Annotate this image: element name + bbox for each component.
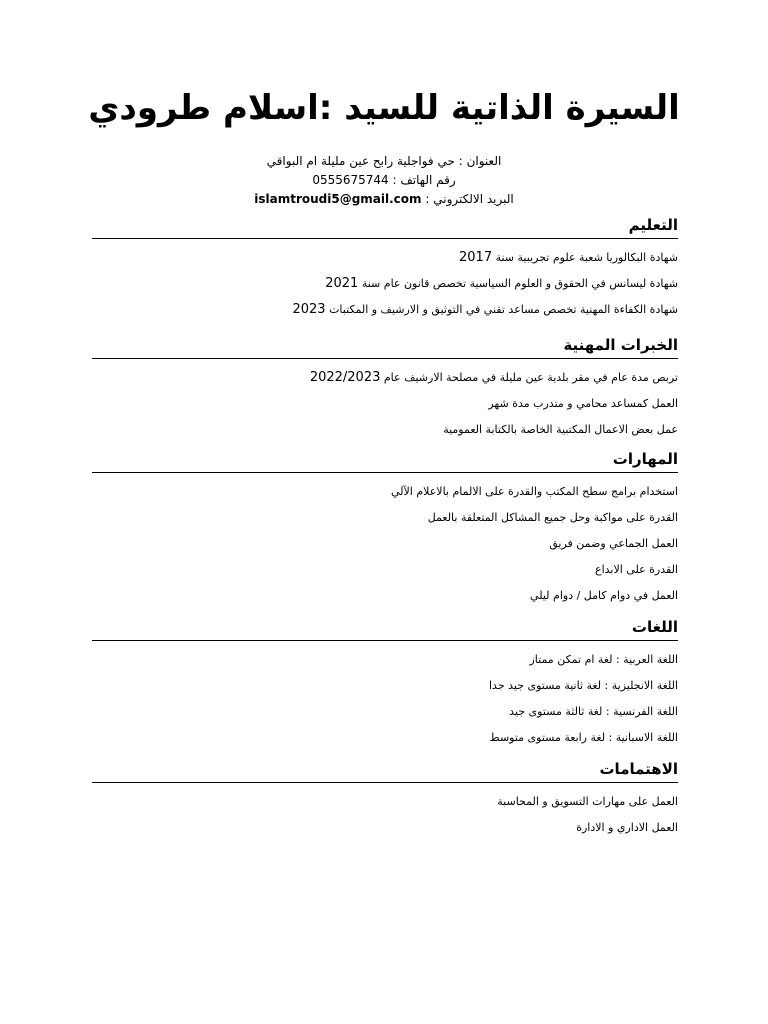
list-item: [92, 365, 678, 391]
item-year: 2023: [292, 302, 326, 317]
item-text: شهادة الكفاءة المهنية تخصص مساعد تقني في التوثيق و الارشيف و المكتبات: [329, 303, 678, 316]
contact-block: [0, 152, 768, 209]
item-text: عمل بعض الاعمال المكتبية الخاصة بالكتابة العمومية: [443, 423, 678, 436]
interests-section: [92, 758, 678, 841]
education-heading: التعليم: [92, 214, 678, 239]
list-item: القدرة على مواكبة وحل جميع المشاكل المتعلقة بالعمل: [427, 511, 678, 524]
list-item: [92, 245, 678, 271]
list-item: [92, 297, 678, 323]
list-item: [92, 271, 678, 297]
list-item: اللغة الفرنسية : لغة ثالثة مستوى جيد: [509, 705, 678, 718]
email-label: البريد الالكتروني :: [425, 192, 514, 206]
phone-line: [0, 171, 768, 190]
list-item: [92, 391, 678, 417]
item-text: تربص مدة عام في مقر بلدية عين مليلة في مصلحة الارشيف عام: [383, 371, 678, 384]
interests-heading: الاهتمامات: [92, 758, 678, 783]
email-line: [0, 190, 768, 209]
education-section: [92, 214, 678, 323]
item-year: 2017: [459, 250, 493, 265]
list-item: العمل في دوام كامل / دوام ليلي: [530, 589, 678, 602]
languages-heading: اللغات: [92, 616, 678, 641]
list-item: استخدام برامج سطح المكتب والقدرة على الالمام بالاعلام الآلي: [391, 485, 678, 498]
list-item: اللغة الاسبانية : لغة رابعة مستوى متوسط: [489, 731, 678, 744]
item-year: 2021: [325, 276, 359, 291]
skills-heading: المهارات: [92, 448, 678, 473]
address-line: العنوان : حي فواجلية رابح عين مليلة ام البواقي: [266, 154, 502, 168]
item-text: شهادة البكالوريا شعبة علوم تجريبية سنة: [495, 251, 678, 264]
list-item: اللغة العربية : لغة ام تمكن ممتاز: [529, 653, 678, 666]
item-text: العمل كمساعد محامي و متدرب مدة شهر: [488, 397, 678, 410]
phone-label: رقم الهاتف :: [392, 173, 456, 187]
list-item: القدرة على الابداع: [595, 563, 678, 576]
item-year: 2022/2023: [309, 370, 381, 385]
experience-section: [92, 334, 678, 443]
list-item: العمل على مهارات التسويق و المحاسبة: [497, 795, 678, 808]
languages-section: [92, 616, 678, 751]
skills-section: [92, 448, 678, 609]
email-address: islamtroudi5@gmail.com: [254, 192, 422, 206]
experience-heading: الخبرات المهنية: [92, 334, 678, 359]
list-item: اللغة الانجليزية : لغة ثانية مستوى جيد جدا: [488, 679, 678, 692]
phone-number: 0555675744: [312, 173, 389, 187]
list-item: العمل الجماعي وضمن فريق: [549, 537, 678, 550]
list-item: [92, 417, 678, 443]
list-item: العمل الاداري و الادارة: [576, 821, 678, 834]
item-text: شهادة ليسانس في الحقوق و العلوم السياسية تخصص قانون عام سنة: [361, 277, 678, 290]
page-title: السيرة الذاتية للسيد :اسلام طرودي: [88, 88, 680, 128]
